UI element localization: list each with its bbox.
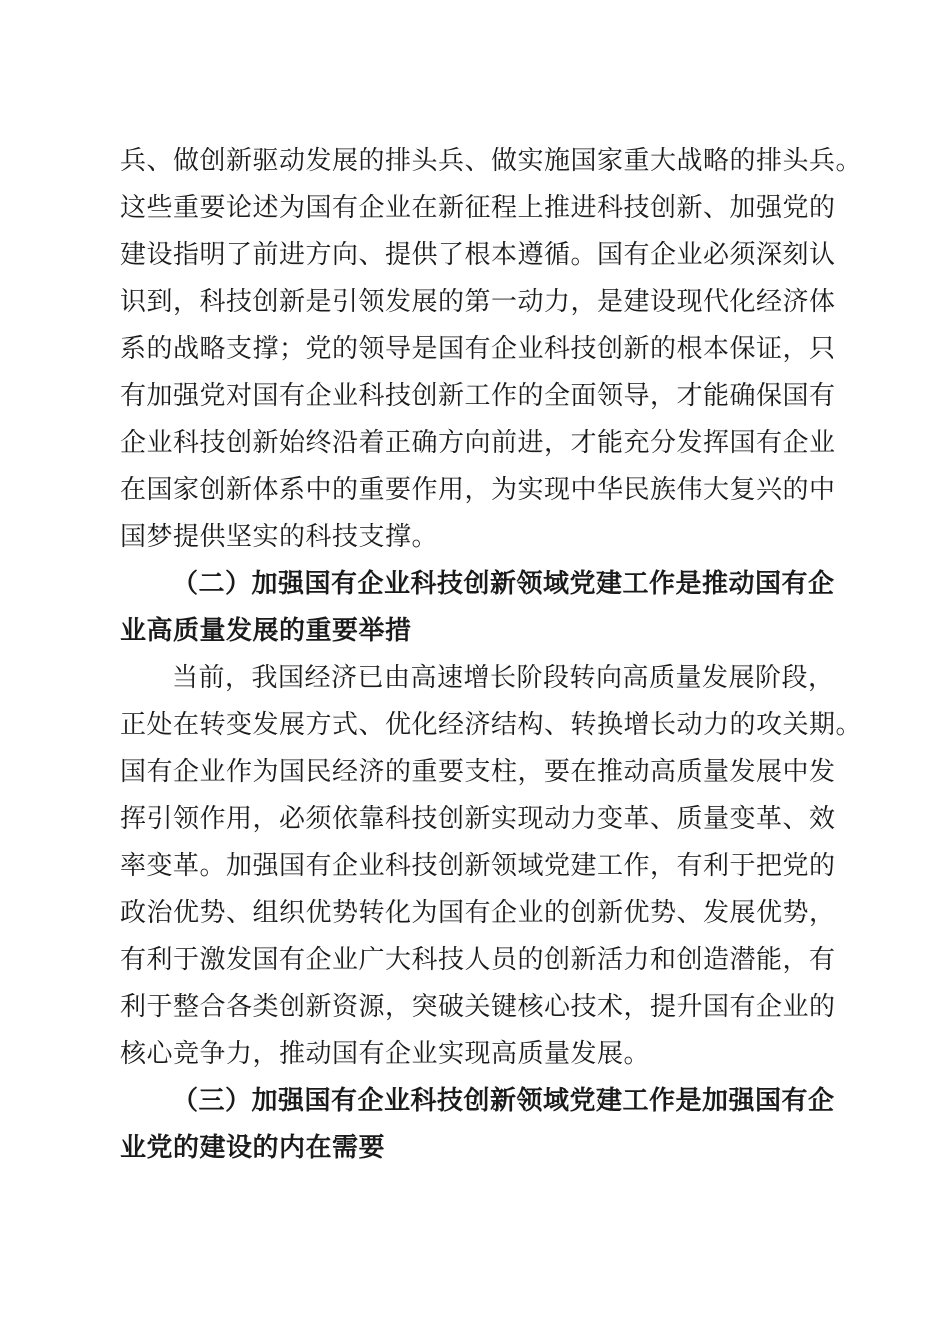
paragraph-line: 当前，我国经济已由高速增长阶段转向高质量发展阶段， (172, 663, 835, 693)
paragraph-line: 挥引领作用，必须依靠科技创新实现动力变革、质量变革、效 (120, 804, 836, 834)
paragraph-line: 企业科技创新始终沿着正确方向前进，才能充分发挥国有企业 (120, 428, 836, 458)
paragraph-line: 核心竞争力，推动国有企业实现高质量发展。 (120, 1039, 651, 1069)
section-heading-2: （二）加强国有企业科技创新领域党建工作是推动国有企 (172, 569, 835, 599)
paragraph-line: 国有企业作为国民经济的重要支柱，要在推动高质量发展中发 (120, 757, 836, 787)
paragraph-line: 有加强党对国有企业科技创新工作的全面领导，才能确保国有 (120, 381, 836, 411)
paragraph-line: 兵、做创新驱动发展的排头兵、做实施国家重大战略的排头兵。 (120, 146, 863, 176)
paragraph-line: 有利于激发国有企业广大科技人员的创新活力和创造潜能，有 (120, 945, 836, 975)
paragraph-line: 国梦提供坚实的科技支撑。 (120, 522, 439, 552)
section-heading-2-cont: 业高质量发展的重要举措 (120, 616, 412, 646)
section-heading-3: （三）加强国有企业科技创新领域党建工作是加强国有企 (172, 1086, 835, 1116)
section-heading-3-cont: 业党的建设的内在需要 (120, 1133, 386, 1163)
paragraph-line: 率变革。加强国有企业科技创新领域党建工作，有利于把党的 (120, 851, 836, 881)
paragraph-line: 正处在转变发展方式、优化经济结构、转换增长动力的攻关期。 (120, 710, 863, 740)
paragraph-line: 政治优势、组织优势转化为国有企业的创新优势、发展优势， (120, 898, 836, 928)
paragraph-line: 这些重要论述为国有企业在新征程上推进科技创新、加强党的 (120, 193, 836, 223)
paragraph-line: 建设指明了前进方向、提供了根本遵循。国有企业必须深刻认 (120, 240, 836, 270)
paragraph-line: 系的战略支撑；党的领导是国有企业科技创新的根本保证，只 (120, 334, 836, 364)
paragraph-line: 识到，科技创新是引领发展的第一动力，是建设现代化经济体 (120, 287, 836, 317)
paragraph-line: 利于整合各类创新资源，突破关键核心技术，提升国有企业的 (120, 992, 836, 1022)
paragraph-line: 在国家创新体系中的重要作用，为实现中华民族伟大复兴的中 (120, 475, 836, 505)
